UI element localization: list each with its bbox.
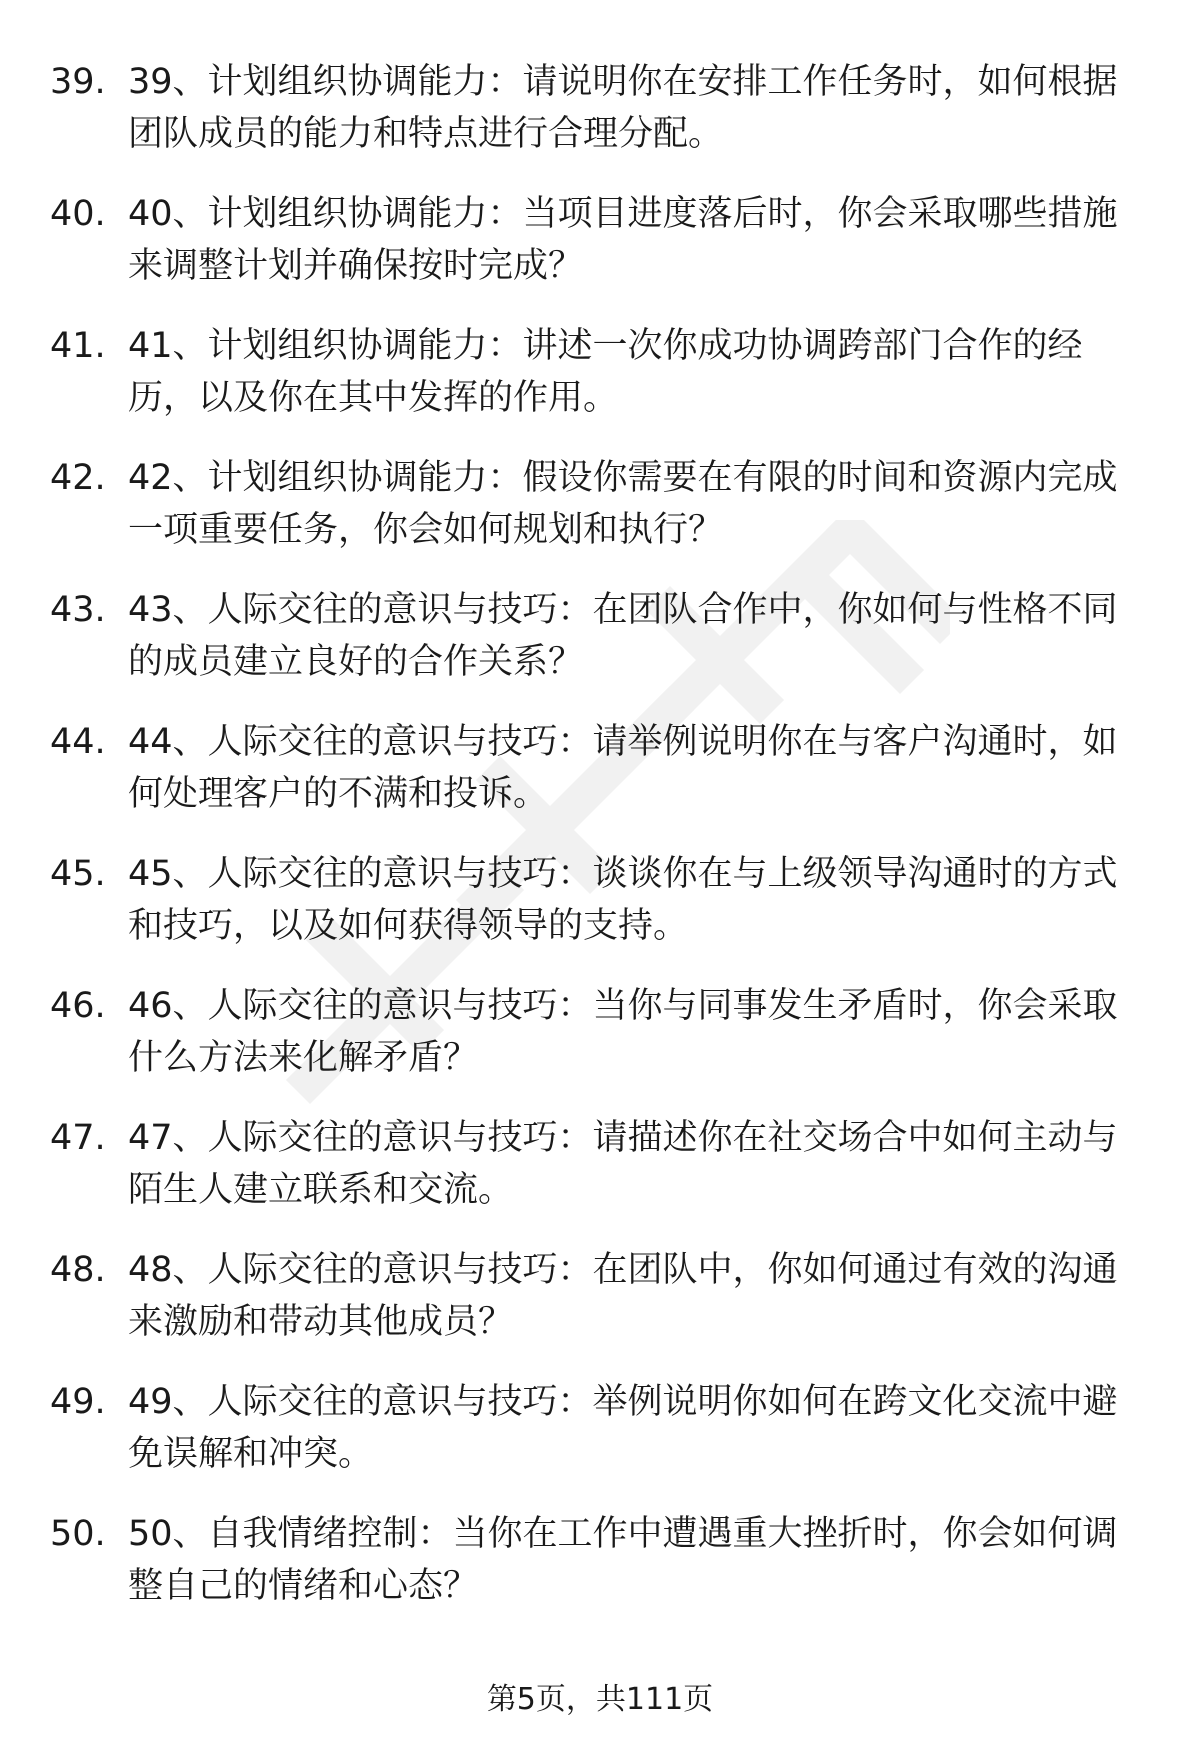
question-text xyxy=(128,1376,1148,1480)
question-number: 47. xyxy=(50,1118,106,1158)
question-number: 40. xyxy=(50,194,106,234)
question-text xyxy=(128,584,1148,688)
question-number: 43. xyxy=(50,590,106,630)
question-text xyxy=(128,716,1148,820)
question-text xyxy=(128,188,1148,292)
list-item xyxy=(0,1244,1200,1376)
question-text-line: 团队成员的能力和特点进行合理分配。 xyxy=(128,114,724,154)
question-text-line: 历，以及你在其中发挥的作用。 xyxy=(128,378,619,418)
question-text-line: 41、计划组织协调能力：讲述一次你成功协调跨部门合作的经 xyxy=(128,326,1083,366)
question-text-line: 43、人际交往的意识与技巧：在团队合作中，你如何与性格不同 xyxy=(128,590,1118,630)
question-text xyxy=(128,320,1148,424)
list-item xyxy=(0,56,1200,188)
question-text-line: 一项重要任务，你会如何规划和执行？ xyxy=(128,510,724,550)
question-text xyxy=(128,56,1148,160)
question-text-line: 44、人际交往的意识与技巧：请举例说明你在与客户沟通时，如 xyxy=(128,722,1118,762)
question-text xyxy=(128,1244,1148,1348)
question-text-line: 48、人际交往的意识与技巧：在团队中，你如何通过有效的沟通 xyxy=(128,1250,1118,1290)
question-number: 48. xyxy=(50,1250,106,1290)
question-text-line: 免误解和冲突。 xyxy=(128,1434,374,1474)
question-text-line: 40、计划组织协调能力：当项目进度落后时，你会采取哪些措施 xyxy=(128,194,1118,234)
question-text-line: 45、人际交往的意识与技巧：谈谈你在与上级领导沟通时的方式 xyxy=(128,854,1118,894)
question-text xyxy=(128,452,1148,556)
question-number: 39. xyxy=(50,62,106,102)
question-text-line: 47、人际交往的意识与技巧：请描述你在社交场合中如何主动与 xyxy=(128,1118,1118,1158)
question-number: 46. xyxy=(50,986,106,1026)
list-item xyxy=(0,716,1200,848)
question-text xyxy=(128,980,1148,1084)
question-text xyxy=(128,1508,1148,1612)
list-item xyxy=(0,452,1200,584)
question-text-line: 49、人际交往的意识与技巧：举例说明你如何在跨文化交流中避 xyxy=(128,1382,1118,1422)
question-text-line: 46、人际交往的意识与技巧：当你与同事发生矛盾时，你会采取 xyxy=(128,986,1118,1026)
question-text-line: 何处理客户的不满和投诉。 xyxy=(128,774,549,814)
question-number: 45. xyxy=(50,854,106,894)
list-item xyxy=(0,1376,1200,1508)
question-text-line: 整自己的情绪和心态？ xyxy=(128,1566,479,1606)
question-list xyxy=(0,56,1200,1640)
question-text-line: 42、计划组织协调能力：假设你需要在有限的时间和资源内完成 xyxy=(128,458,1118,498)
question-text-line: 来激励和带动其他成员？ xyxy=(128,1302,514,1342)
list-item xyxy=(0,848,1200,980)
list-item xyxy=(0,980,1200,1112)
question-text-line: 什么方法来化解矛盾？ xyxy=(128,1038,479,1078)
question-text-line: 39、计划组织协调能力：请说明你在安排工作任务时，如何根据 xyxy=(128,62,1118,102)
question-text-line: 的成员建立良好的合作关系？ xyxy=(128,642,584,682)
question-text xyxy=(128,848,1148,952)
question-number: 41. xyxy=(50,326,106,366)
list-item xyxy=(0,1112,1200,1244)
question-number: 50. xyxy=(50,1514,106,1554)
list-item xyxy=(0,320,1200,452)
question-number: 49. xyxy=(50,1382,106,1422)
question-text-line: 和技巧，以及如何获得领导的支持。 xyxy=(128,906,689,946)
question-text-line: 陌生人建立联系和交流。 xyxy=(128,1170,514,1210)
question-text xyxy=(128,1112,1148,1216)
list-item xyxy=(0,1508,1200,1640)
question-number: 42. xyxy=(50,458,106,498)
question-text-line: 来调整计划并确保按时完成？ xyxy=(128,246,584,286)
question-text-line: 50、自我情绪控制：当你在工作中遭遇重大挫折时，你会如何调 xyxy=(128,1514,1118,1554)
list-item xyxy=(0,188,1200,320)
page-footer: 第5页，共111页 xyxy=(486,1682,714,1717)
list-item xyxy=(0,584,1200,716)
question-number: 44. xyxy=(50,722,106,762)
